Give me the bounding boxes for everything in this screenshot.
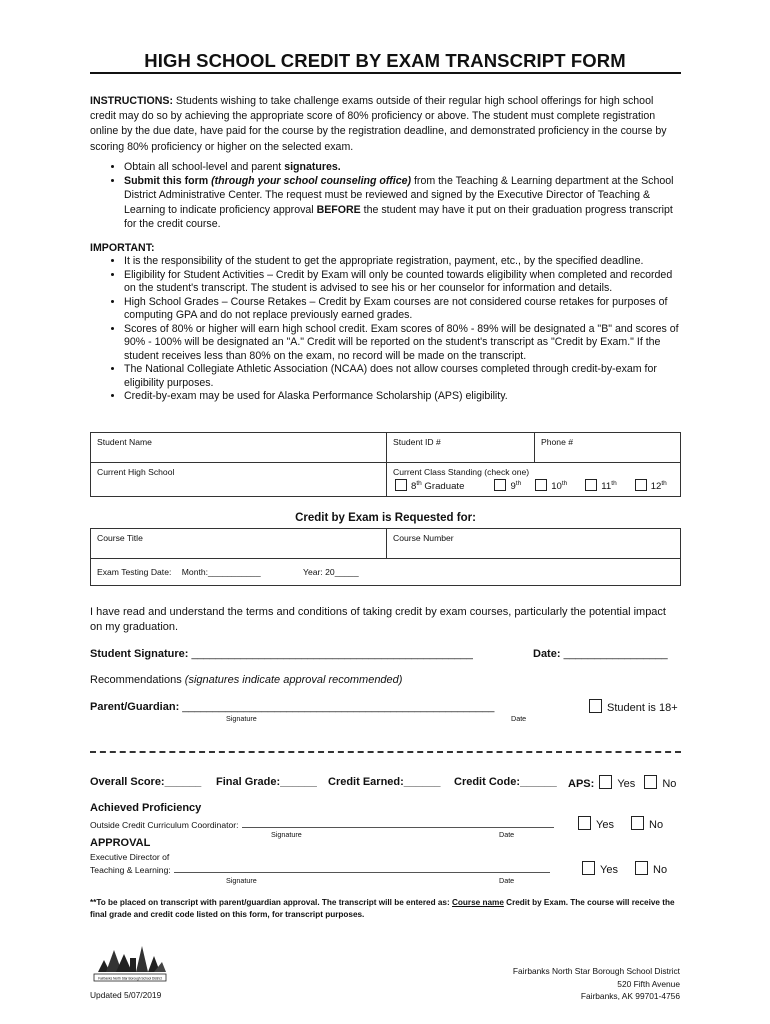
checkbox-proficiency-yes[interactable]	[578, 816, 591, 830]
approval-signature-caption: Signature	[226, 876, 257, 885]
district-logo	[92, 940, 168, 982]
parent-date-caption: Date	[511, 714, 527, 723]
credit-code-field[interactable]: Credit Code:______	[454, 776, 557, 788]
district-name: Fairbanks North Star Borough School District	[512, 966, 680, 976]
step2-bold: Submit this form	[124, 175, 212, 188]
grade-options	[393, 479, 674, 492]
class-standing-label: Current Class Standing (check one)	[393, 467, 530, 477]
list-item	[124, 174, 680, 231]
list-item: • Eligibility for Student Activities – Credit by Exam will only be counted towards eligibility when completed and recorded on the student's transcript. The student is advised to see his or her counselor for information and details.	[124, 269, 680, 296]
student-signature-date[interactable]: Date: _________________	[533, 648, 668, 660]
list-item: • High School Grades – Course Retakes – Credit by Exam courses are not considered course retakes for purposes of computing GPA and do not replace previously earned grades.	[124, 296, 680, 323]
proficiency-heading: Achieved Proficiency	[90, 802, 202, 814]
district-address	[480, 965, 680, 1003]
checkbox-grade-12[interactable]	[635, 479, 647, 491]
proficiency-no-option[interactable]: No	[631, 819, 663, 831]
approval-date-caption: Date	[499, 876, 515, 885]
step1-bold: signatures.	[284, 161, 341, 173]
instructions-paragraph	[90, 94, 680, 155]
proficiency-yes-option[interactable]: Yes	[578, 819, 614, 831]
list-item: • The National Collegiate Athletic Association (NCAA) does not allow courses completed through credit-by-exam for eligibility purposes.	[124, 363, 680, 390]
aps-yes-option[interactable]: Yes	[599, 778, 635, 790]
checkbox-aps-no[interactable]	[644, 775, 657, 789]
grade-11-option[interactable]: 11th	[585, 479, 616, 492]
acknowledgement-text: I have read and understand the terms and conditions of taking credit by exam courses, particularly the potential impact on my graduation.	[90, 606, 666, 633]
coordinator-signature-caption: Signature	[271, 830, 302, 839]
exam-date-label: Exam Testing Date:	[97, 567, 172, 577]
approval-options	[582, 861, 667, 876]
step2-bolditalic: (through your school counseling office)	[211, 175, 412, 188]
phone-field[interactable]: Phone #	[535, 433, 681, 463]
exam-date-row[interactable]	[91, 559, 681, 586]
course-title-field[interactable]: Course Title	[91, 529, 387, 559]
instructions-label: INSTRUCTIONS:	[90, 95, 173, 107]
checkbox-approval-no[interactable]	[635, 861, 648, 875]
checkbox-student-18[interactable]	[589, 699, 602, 713]
grade-12-option[interactable]: 12th	[635, 479, 667, 492]
approval-title-line1: Executive Director of	[90, 852, 170, 862]
approval-heading: APPROVAL	[90, 837, 151, 849]
course-table	[90, 528, 681, 586]
student-signature-line[interactable]: Student Signature: ______________________________________________	[90, 648, 473, 660]
class-standing-cell	[387, 463, 681, 497]
title-underline	[90, 72, 681, 74]
student-info-table	[90, 432, 681, 497]
grade-9-option[interactable]: 9th	[494, 479, 521, 492]
section-divider	[90, 751, 681, 753]
transcript-note: **To be placed on transcript with parent/guardian approval. The transcript will be entered as: Course name Credit by Exam. The course will receive the final grade and credit code listed on this form, for transcript purposes.	[90, 898, 675, 919]
exam-month-field[interactable]: Month:___________	[181, 567, 261, 577]
checkbox-grade-11[interactable]	[585, 479, 597, 491]
important-list	[90, 255, 680, 404]
aps-no-option[interactable]: No	[644, 778, 676, 790]
student-id-field[interactable]: Student ID #	[387, 433, 535, 463]
important-heading: IMPORTANT:	[90, 242, 155, 254]
step1-text: Obtain all school-level and parent	[124, 161, 285, 173]
list-item	[124, 160, 680, 174]
approval-yes-option[interactable]: Yes	[582, 864, 618, 876]
parent-signature-line[interactable]: Parent/Guardian: ___________________________________________________	[90, 701, 495, 713]
approval-signature-line[interactable]: Teaching & Learning:	[90, 865, 550, 875]
exam-year-field[interactable]: Year: 20_____	[303, 567, 359, 577]
final-grade-field[interactable]: Final Grade:______	[216, 776, 317, 788]
instructions-text: Students wishing to take challenge exams outside of their regular high school offerings for high school credit may do so by achieving the appropriate score of 80% proficiency or above. The student must complete registration online by the due date, have paid for the course by the registration deadline, and demonstrated proficiency in the course by scoring 80% proficiency or higher on the selected exam.	[90, 95, 667, 153]
svg-text:Fairbanks North Star Borough S: Fairbanks North Star Borough School District	[98, 976, 162, 981]
course-number-field[interactable]: Course Number	[387, 529, 681, 559]
step2-text: from the Teaching & Learning department at the School District Administrative Center. The request must be reviewed and signed by the Executive Director of Teaching & Learning to indicate proficiency approval	[124, 175, 674, 216]
aps-options: APS: Yes No	[568, 775, 676, 790]
checkbox-approval-yes[interactable]	[582, 861, 595, 875]
checkbox-proficiency-no[interactable]	[631, 816, 644, 830]
checkbox-grade-10[interactable]	[535, 479, 547, 491]
parent-signature-caption: Signature	[226, 714, 257, 723]
proficiency-options	[578, 816, 663, 831]
step2-tail: the student may have it put on their graduation progress transcript for the credit course.	[124, 203, 673, 230]
list-item: • Scores of 80% or higher will earn high school credit. Exam scores of 80% - 89% will be designated a "B" and scores of 90% - 100% will be designated an "A." Credit will be reported on the student's transcript as "Credit by Exam." If the student receives less than 80% on the exam, no record will be made on the transcript.	[124, 323, 680, 364]
approval-no-option[interactable]: No	[635, 864, 667, 876]
checkbox-grade-8[interactable]	[395, 479, 407, 491]
list-item: • Credit-by-exam may be used for Alaska Performance Scholarship (APS) eligibility.	[124, 390, 680, 404]
form-title: HIGH SCHOOL CREDIT BY EXAM TRANSCRIPT FORM	[144, 50, 626, 71]
recommendations-line: Recommendations (signatures indicate approval recommended)	[90, 674, 403, 686]
checkbox-grade-9[interactable]	[494, 479, 506, 491]
district-street: 520 Fifth Avenue	[617, 978, 680, 989]
grade-8-option[interactable]: 8th Graduate	[395, 479, 464, 492]
coordinator-signature-line[interactable]: Outside Credit Curriculum Coordinator:	[90, 820, 554, 830]
step2-before: BEFORE	[316, 203, 361, 216]
student-name-field[interactable]: Student Name	[91, 433, 387, 463]
grade-10-option[interactable]: 10th	[535, 479, 567, 492]
student-18-option[interactable]: Student is 18+	[589, 699, 678, 714]
current-school-field[interactable]: Current High School	[91, 463, 387, 497]
credit-earned-field[interactable]: Credit Earned:______	[328, 776, 441, 788]
overall-score-field[interactable]: Overall Score:______	[90, 776, 202, 788]
list-item: • It is the responsibility of the student to get the appropriate registration, payment, etc., by the specified deadline.	[124, 255, 680, 269]
checkbox-aps-yes[interactable]	[599, 775, 612, 789]
credit-request-heading: Credit by Exam is Requested for:	[295, 512, 476, 524]
coordinator-date-caption: Date	[499, 830, 515, 839]
steps-list	[90, 160, 680, 231]
updated-date: Updated 5/07/2019	[90, 990, 162, 1000]
district-city: Fairbanks, AK 99701-4756	[580, 991, 680, 1001]
